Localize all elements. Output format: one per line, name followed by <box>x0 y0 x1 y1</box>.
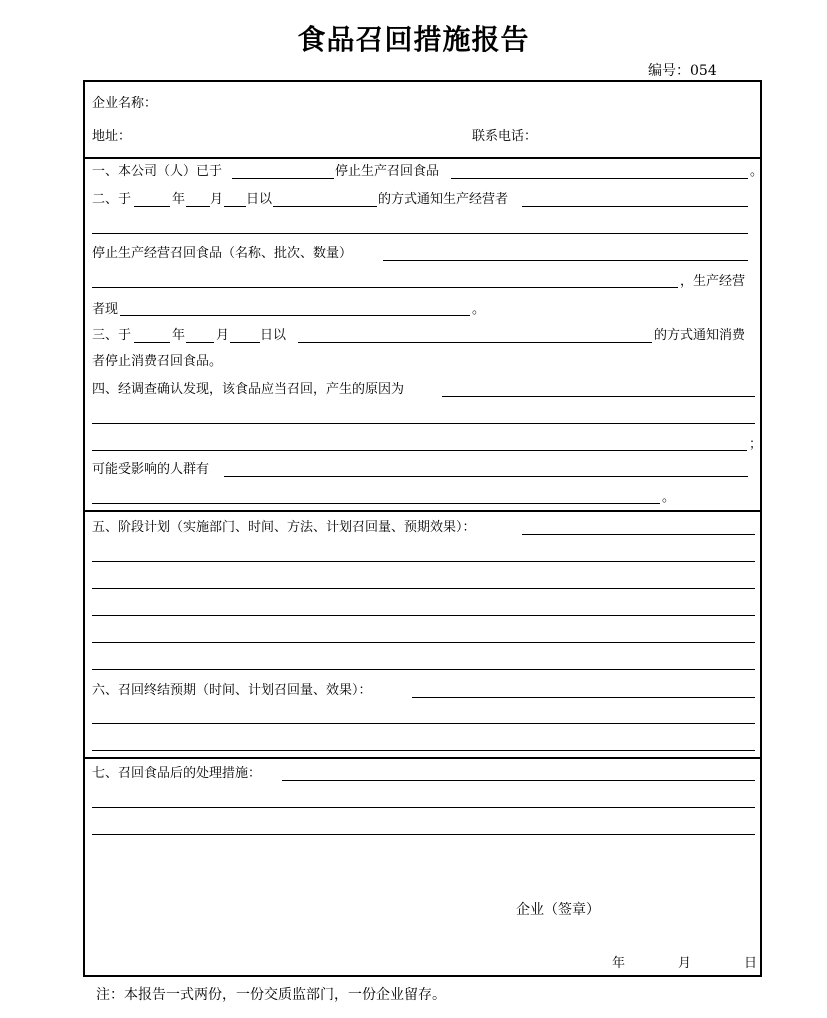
section-divider <box>83 510 762 512</box>
recall-end-line[interactable] <box>92 750 755 751</box>
stage-plan-line[interactable] <box>92 642 755 643</box>
year-label: 年 <box>172 328 186 343</box>
post-recall-blank[interactable] <box>282 780 755 781</box>
stop-date-blank[interactable] <box>232 178 334 179</box>
post-recall-label: 七、召回食品后的处理措施： <box>92 766 262 781</box>
year-blank[interactable] <box>134 206 170 207</box>
stage-plan-line[interactable] <box>92 561 755 562</box>
section-divider <box>83 157 762 159</box>
company-seal-label: 企业（签章） <box>516 902 600 918</box>
operators-status-blank[interactable] <box>120 315 470 316</box>
report-title: 食品召回措施报告 <box>297 23 530 56</box>
line8-text: 者停止消费召回食品。 <box>92 354 223 369</box>
food-details-blank[interactable] <box>383 260 748 261</box>
line5-text: ，生产经营 <box>680 274 746 289</box>
post-recall-line[interactable] <box>92 834 755 835</box>
year-label: 年 <box>172 192 186 207</box>
line4-text: 停止生产经营召回食品（名称、批次、数量） <box>92 246 353 261</box>
affected-population-blank[interactable] <box>224 476 748 477</box>
day-blank[interactable] <box>230 342 260 343</box>
day-blank[interactable] <box>224 206 246 207</box>
line2-text: 的方式通知生产经营者 <box>378 192 509 207</box>
day-label: 日以 <box>260 328 287 343</box>
notify-method-blank[interactable] <box>273 206 377 207</box>
continuation-blank[interactable] <box>92 503 660 504</box>
month-blank[interactable] <box>186 342 214 343</box>
stage-plan-line[interactable] <box>92 669 755 670</box>
date-day-label: 日 <box>744 956 758 971</box>
month-label: 月 <box>216 328 230 343</box>
day-label: 日以 <box>246 192 273 207</box>
continuation-blank[interactable] <box>92 450 747 451</box>
year-blank[interactable] <box>134 342 170 343</box>
line1-text: 一、本公司（人）已于 <box>92 164 223 179</box>
continuation-blank[interactable] <box>92 233 748 234</box>
recall-end-blank[interactable] <box>412 697 755 698</box>
line7-text: 的方式通知消费 <box>654 328 746 343</box>
recall-end-line[interactable] <box>92 723 755 724</box>
stage-plan-blank[interactable] <box>522 534 755 535</box>
continuation-blank[interactable] <box>92 287 678 288</box>
line11-semicolon: ； <box>749 437 763 452</box>
line1-text: 停止生产召回食品 <box>335 164 440 179</box>
phone-label: 联系电话： <box>472 129 538 144</box>
month-blank[interactable] <box>186 206 210 207</box>
recall-end-label: 六、召回终结预期（时间、计划召回量、效果）： <box>92 683 372 698</box>
stage-plan-line[interactable] <box>92 588 755 589</box>
line9-text: 四、经调查确认发现，该食品应当召回，产生的原因为 <box>92 382 405 397</box>
date-month-label: 月 <box>678 956 692 971</box>
continuation-blank[interactable] <box>92 423 755 424</box>
line1-period: 。 <box>750 164 764 179</box>
post-recall-line[interactable] <box>92 807 755 808</box>
recalled-food-blank[interactable] <box>451 178 748 179</box>
line12-text: 可能受影响的人群有 <box>92 462 210 477</box>
section-divider <box>83 757 762 759</box>
document-number: 编号：054 <box>648 63 717 79</box>
line6-text: 者现 <box>92 302 119 317</box>
month-label: 月 <box>210 192 224 207</box>
line7-text: 三、于 <box>92 328 132 343</box>
operators-blank[interactable] <box>522 206 748 207</box>
address-label: 地址： <box>92 129 132 144</box>
company-name-label: 企业名称： <box>92 96 158 111</box>
stage-plan-line[interactable] <box>92 615 755 616</box>
stage-plan-label: 五、阶段计划（实施部门、时间、方法、计划召回量、预期效果）： <box>92 520 476 535</box>
line13-period: 。 <box>662 490 676 505</box>
line2-text: 二、于 <box>92 192 132 207</box>
recall-reason-blank[interactable] <box>442 396 755 397</box>
date-year-label: 年 <box>612 956 626 971</box>
footnote: 注：本报告一式两份，一份交质监部门，一份企业留存。 <box>96 987 446 1003</box>
line6-period: 。 <box>472 302 486 317</box>
consumer-notify-method-blank[interactable] <box>298 342 652 343</box>
